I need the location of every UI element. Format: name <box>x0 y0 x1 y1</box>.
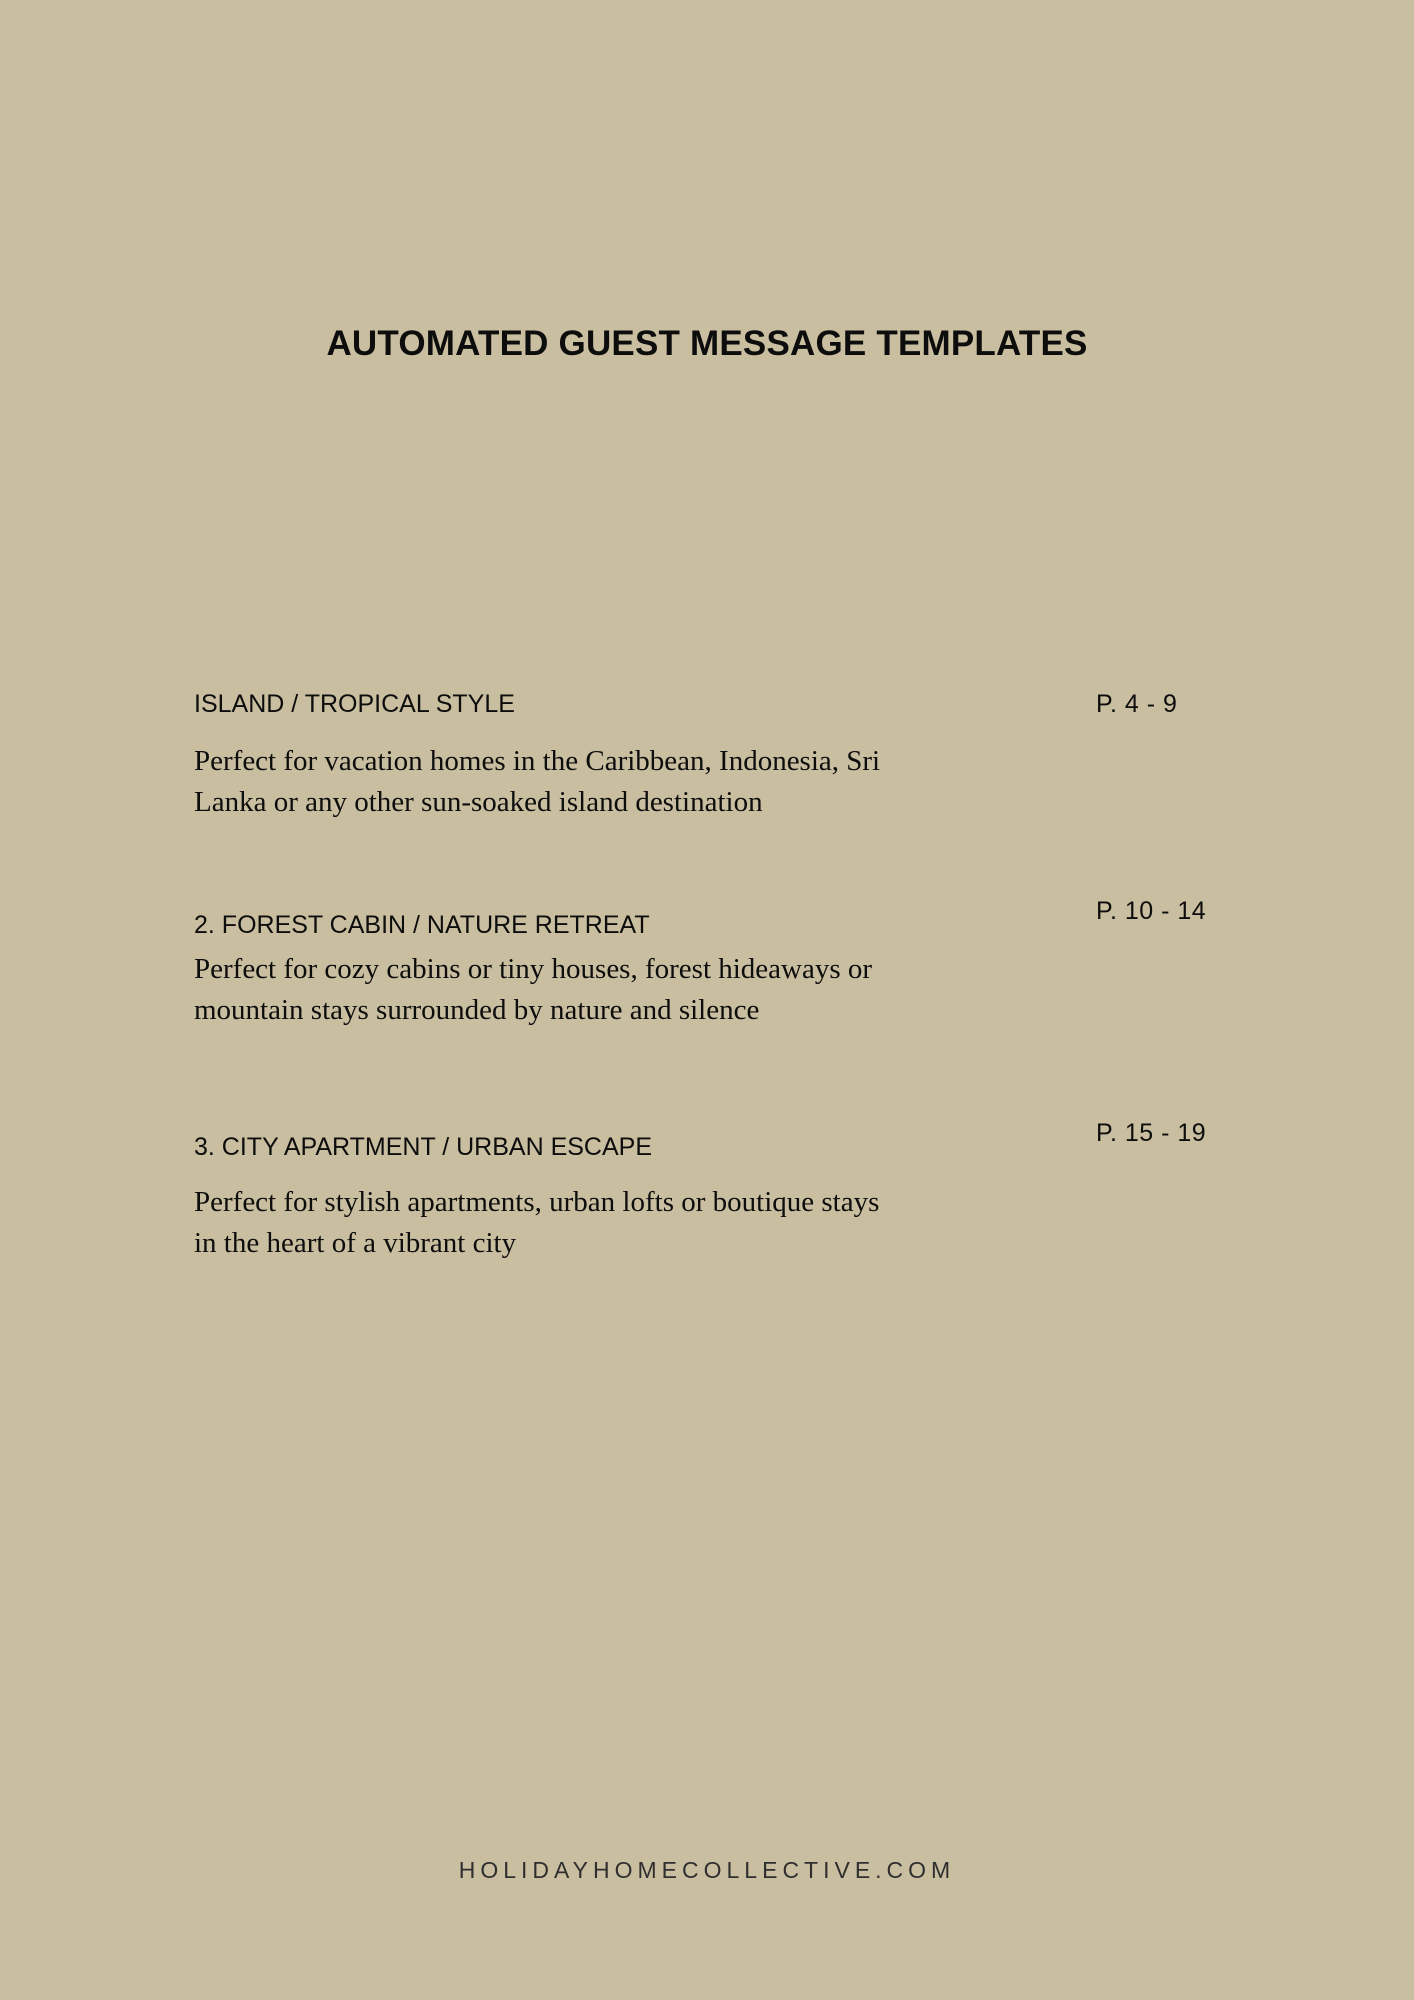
section-description: Perfect for cozy cabins or tiny houses, forest hideaways or mountain stays surrounded by nature and silence <box>194 953 873 1026</box>
section-page-range: P. 15 - 19 <box>1096 1119 1207 1147</box>
section-page-range: P. 10 - 14 <box>1096 897 1207 925</box>
section-description: Perfect for vacation homes in the Caribbean, Indonesia, Sri Lanka or any other sun-soaked island destination <box>194 745 881 818</box>
section-heading: ISLAND / TROPICAL STYLE <box>194 690 515 718</box>
section-description: Perfect for stylish apartments, urban lofts or boutique stays in the heart of a vibrant city <box>194 1186 880 1259</box>
footer-website: HOLIDAYHOMECOLLECTIVE.COM <box>458 1857 956 1883</box>
section-heading: 3. CITY APARTMENT / URBAN ESCAPE <box>194 1133 652 1161</box>
section-page-range: P. 4 - 9 <box>1096 690 1178 718</box>
page-title: AUTOMATED GUEST MESSAGE TEMPLATES <box>326 324 1088 363</box>
section-heading: 2. FOREST CABIN / NATURE RETREAT <box>194 911 650 939</box>
